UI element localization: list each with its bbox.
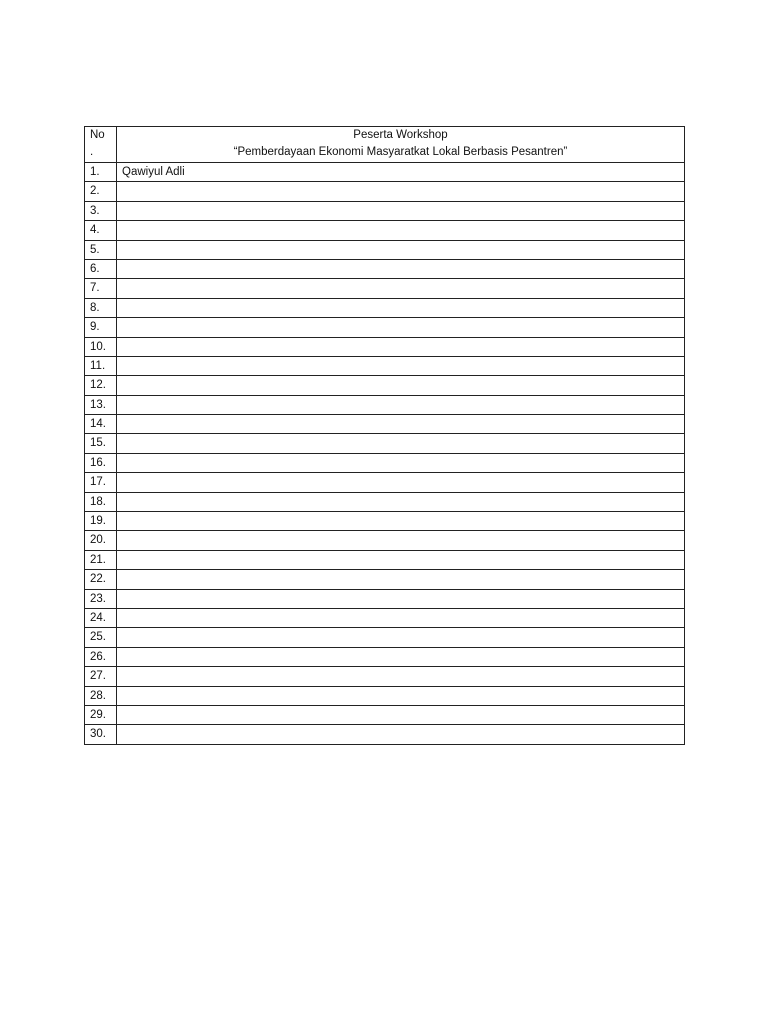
row-number: 2. xyxy=(85,182,117,201)
table-title: Peserta Workshop xyxy=(353,129,448,141)
row-number: 15. xyxy=(85,434,117,453)
table-row xyxy=(85,201,685,220)
row-number: 6. xyxy=(85,259,117,278)
participant-name xyxy=(117,667,685,686)
participant-name xyxy=(117,473,685,492)
participant-name xyxy=(117,434,685,453)
table-row xyxy=(85,163,685,182)
participant-name xyxy=(117,531,685,550)
row-number: 7. xyxy=(85,279,117,298)
row-number: 16. xyxy=(85,453,117,472)
row-number: 1. xyxy=(85,163,117,182)
row-number: 27. xyxy=(85,667,117,686)
table-row xyxy=(85,725,685,744)
table-row xyxy=(85,512,685,531)
table-row xyxy=(85,434,685,453)
table-row xyxy=(85,570,685,589)
table-row xyxy=(85,647,685,666)
participant-name xyxy=(117,570,685,589)
participant-name xyxy=(117,182,685,201)
table-row xyxy=(85,415,685,434)
participants-column-header xyxy=(117,127,685,163)
table-row xyxy=(85,667,685,686)
table-row xyxy=(85,531,685,550)
row-number: 19. xyxy=(85,512,117,531)
row-number: 8. xyxy=(85,298,117,317)
row-number: 28. xyxy=(85,686,117,705)
participant-name xyxy=(117,279,685,298)
row-number: 5. xyxy=(85,240,117,259)
participant-name xyxy=(117,356,685,375)
table-row xyxy=(85,492,685,511)
row-number: 17. xyxy=(85,473,117,492)
table-row xyxy=(85,356,685,375)
participant-name: Qawiyul Adli xyxy=(117,163,685,182)
table-row xyxy=(85,589,685,608)
row-number: 20. xyxy=(85,531,117,550)
participant-name xyxy=(117,686,685,705)
table-row xyxy=(85,240,685,259)
participant-name xyxy=(117,376,685,395)
participant-name xyxy=(117,589,685,608)
table-row xyxy=(85,318,685,337)
table-row xyxy=(85,628,685,647)
row-number: 13. xyxy=(85,395,117,414)
table-row xyxy=(85,279,685,298)
table-row xyxy=(85,182,685,201)
participant-name xyxy=(117,512,685,531)
table-row xyxy=(85,376,685,395)
participant-name xyxy=(117,608,685,627)
table-row xyxy=(85,705,685,724)
table-row xyxy=(85,337,685,356)
row-number: 18. xyxy=(85,492,117,511)
no-column-header xyxy=(85,127,117,163)
table-row xyxy=(85,453,685,472)
participant-name xyxy=(117,647,685,666)
participant-name xyxy=(117,259,685,278)
table-body xyxy=(85,163,685,745)
row-number: 22. xyxy=(85,570,117,589)
participant-name xyxy=(117,318,685,337)
row-number: 11. xyxy=(85,356,117,375)
table-subtitle: “Pemberdayaan Ekonomi Masyaratkat Lokal Berbasis Pesantren” xyxy=(233,146,568,158)
row-number: 12. xyxy=(85,376,117,395)
participant-name xyxy=(117,337,685,356)
participant-name xyxy=(117,395,685,414)
table-row xyxy=(85,686,685,705)
participant-name xyxy=(117,415,685,434)
participant-name xyxy=(117,221,685,240)
row-number: 9. xyxy=(85,318,117,337)
table-row xyxy=(85,259,685,278)
participant-name xyxy=(117,705,685,724)
participant-name xyxy=(117,550,685,569)
table-row xyxy=(85,298,685,317)
row-number: 21. xyxy=(85,550,117,569)
row-number: 26. xyxy=(85,647,117,666)
participants-table xyxy=(84,126,685,745)
row-number: 29. xyxy=(85,705,117,724)
row-number: 24. xyxy=(85,608,117,627)
no-label: No xyxy=(90,129,105,141)
row-number: 10. xyxy=(85,337,117,356)
participant-name xyxy=(117,453,685,472)
participant-name xyxy=(117,492,685,511)
row-number: 4. xyxy=(85,221,117,240)
row-number: 14. xyxy=(85,415,117,434)
participant-name xyxy=(117,298,685,317)
table-row xyxy=(85,550,685,569)
table-row xyxy=(85,608,685,627)
table-header-row xyxy=(85,127,685,163)
row-number: 23. xyxy=(85,589,117,608)
participant-name xyxy=(117,628,685,647)
participant-name xyxy=(117,725,685,744)
row-number: 3. xyxy=(85,201,117,220)
row-number: 30. xyxy=(85,725,117,744)
no-label-cont: . xyxy=(90,146,94,158)
table-row xyxy=(85,221,685,240)
row-number: 25. xyxy=(85,628,117,647)
table-row xyxy=(85,395,685,414)
table-row xyxy=(85,473,685,492)
participant-name xyxy=(117,240,685,259)
participant-name xyxy=(117,201,685,220)
